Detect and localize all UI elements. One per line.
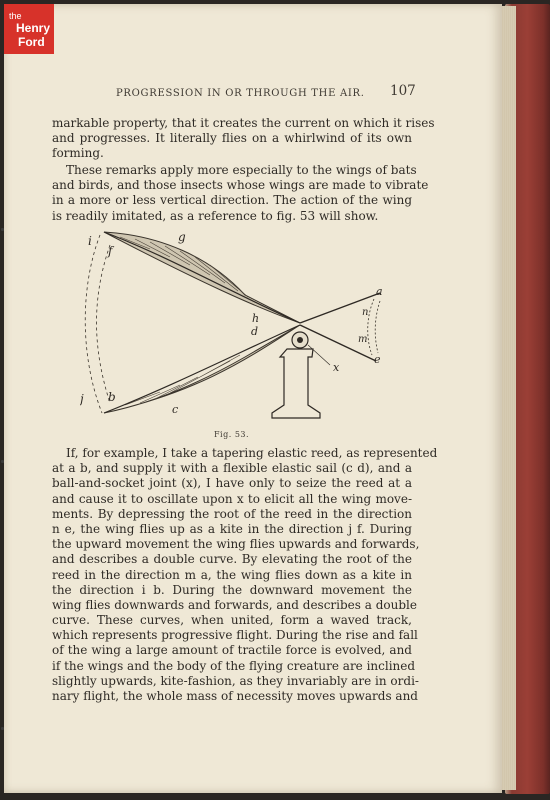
- text-line: and describes a double curve. By elevating the root of the: [52, 552, 412, 567]
- text-line: which represents progressive flight. During the rise and fall: [52, 628, 418, 643]
- motion-arc-right: [368, 299, 374, 355]
- label-c: c: [172, 403, 179, 416]
- running-head: PROGRESSION IN OR THROUGH THE AIR.: [116, 88, 365, 99]
- text-line: markable property, that it creates the current on which it rises: [52, 116, 435, 130]
- text-line: and progresses. It literally flies on a whirlwind of its own: [52, 131, 412, 146]
- text-line: forming.: [52, 146, 104, 161]
- text-line: nary flight, the whole mass of necessity moves upwards and: [52, 689, 418, 703]
- label-e: e: [374, 353, 381, 366]
- text-line: These remarks apply more especially to the wings of bats: [66, 163, 417, 177]
- ball-socket-center: [297, 337, 303, 343]
- text-line: wing flies downwards and forwards, and describes a double: [52, 597, 417, 612]
- label-x: x: [333, 361, 340, 374]
- label-d: d: [251, 325, 259, 338]
- label-b: b: [108, 390, 116, 404]
- motion-arc-right-2: [375, 301, 380, 353]
- text-line: in a more or less vertical direction. The action of the wing: [52, 193, 412, 208]
- text-line: and cause it to oscillate upon x to elicit all the wing move-: [52, 491, 412, 506]
- logo-text-henry: Henry: [16, 21, 51, 35]
- label-m: m: [358, 334, 368, 345]
- text-line: reed in the direction m a, the wing flies down as a kite in: [52, 567, 412, 582]
- text-line: the upward movement the wing flies upwards and forwards,: [52, 537, 420, 552]
- figure-caption: Fig. 53.: [214, 430, 250, 439]
- motion-arc-left-outer: [85, 235, 102, 413]
- page-number: 107: [390, 83, 416, 99]
- label-n: n: [362, 307, 369, 318]
- text-line: ments. By depressing the root of the reed in the direction: [52, 506, 412, 521]
- text-line: curve. These curves, when united, form a waved track,: [52, 613, 412, 628]
- paragraph-2: [52, 163, 429, 224]
- motion-arc-left-inner: [97, 245, 111, 403]
- binding-mark: [1, 727, 4, 730]
- logo-text-ford: Ford: [18, 35, 45, 49]
- figure-53-wing-diagram: [80, 227, 400, 427]
- lower-wing-reed: [104, 325, 300, 413]
- paragraph-3: [52, 446, 438, 704]
- text-line: if the wings and the body of the flying creature are inclined: [52, 658, 416, 673]
- text-line: is readily imitated, as a reference to fig. 53 will show.: [52, 208, 379, 223]
- logo-text-the: the: [9, 11, 22, 21]
- text-line: ball-and-socket joint (x), I have only to seize the reed at a: [52, 476, 412, 491]
- stand: [272, 349, 320, 418]
- label-j: j: [80, 392, 84, 406]
- text-line: and birds, and those insects whose wings are made to vibrate: [52, 178, 429, 193]
- henry-ford-logo[interactable]: [4, 4, 54, 54]
- text-line: n e, the wing flies up as a kite in the direction j f. During: [52, 521, 412, 536]
- text-line: slightly upwards, kite-fashion, as they invariably are in ordi-: [52, 673, 419, 688]
- label-h: h: [252, 312, 260, 325]
- label-f: f: [108, 244, 113, 258]
- text-line: the direction i b. During the downward movement the: [52, 582, 412, 597]
- text-line: If, for example, I take a tapering elastic reed, as represented: [66, 446, 438, 460]
- paragraph-1: [52, 116, 435, 162]
- label-a: a: [376, 285, 383, 298]
- binding-mark: [1, 460, 4, 463]
- label-i: i: [88, 234, 92, 248]
- label-g: g: [178, 230, 186, 244]
- binding-mark: [1, 228, 4, 231]
- text-line: at a b, and supply it with a flexible elastic sail (c d), and a: [52, 461, 412, 476]
- text-line: of the wing a large amount of tractile force is evolved, and: [52, 643, 412, 658]
